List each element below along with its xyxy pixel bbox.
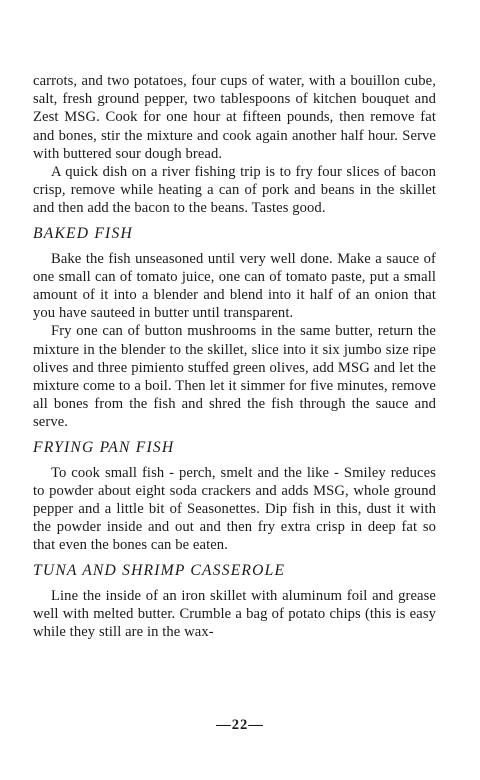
section-heading-frying-pan-fish: FRYING PAN FISH (33, 438, 175, 456)
page-body (33, 72, 436, 641)
section-heading-baked-fish: BAKED FISH (33, 224, 133, 242)
baked-fish-paragraph-2: Fry one can of button mushrooms in the same butter, return the mixture in the blender to the skillet, slice into it six jumbo size ripe olives and three pimiento stuffed green olives, add MSG and let the mixture come to a boil. Then let it simmer for five minutes, remove all bones from the fish and shred the fish through the sauce and serve. (33, 323, 436, 431)
frying-pan-fish-paragraph-1: To cook small fish - perch, smelt and the like - Smiley reduces to powder about eight soda crackers and adds MSG, whole ground pepper and a little bit of Seasonettes. Dip fish in this, dust it with the powder inside and out and then fry extra crisp in deep fat so that even the bones can be eaten. (33, 464, 436, 554)
section-heading-tuna-shrimp-casserole: TUNA AND SHRIMP CASSEROLE (33, 561, 286, 579)
intro-paragraph-2: A quick dish on a river fishing trip is to fry four slices of bacon crisp, remove while heating a can of pork and beans in the skillet and then add the bacon to the beans. Tastes good. (33, 164, 436, 217)
baked-fish-paragraph-1: Bake the fish unseasoned until very well done. Make a sauce of one small can of tomato juice, one can of tomato paste, put a small amount of it into a blender and blend into it half of an onion that you have sauteed in butter until transparent. (33, 250, 436, 322)
page-number: —22— (216, 717, 264, 733)
intro-paragraph-1: carrots, and two potatoes, four cups of water, with a bouillon cube, salt, fresh ground pepper, two tablespoons of kitchen bouquet and Zest MSG. Cook for one hour at fifteen pounds, then remove fat and bones, stir the mixture and cook again another half hour. Serve with buttered sour dough bread. (33, 73, 436, 162)
tuna-casserole-paragraph-1: Line the inside of an iron skillet with aluminum foil and grease well with melted butter. Crumble a bag of potato chips (this is easy while they still are in the wax- (33, 587, 436, 641)
